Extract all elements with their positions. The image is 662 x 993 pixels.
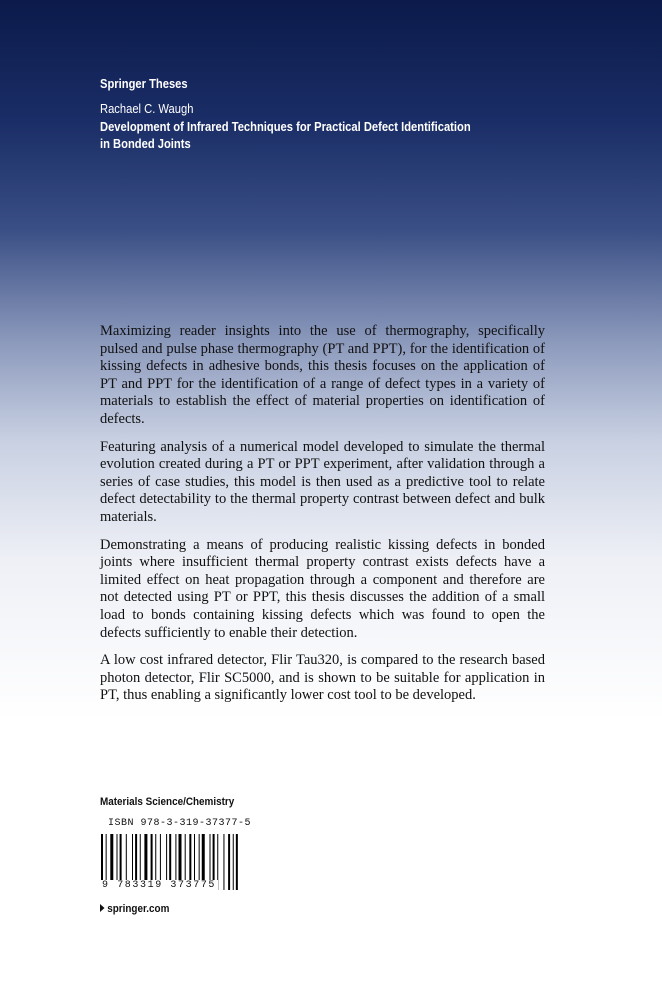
arrow-icon — [100, 904, 105, 912]
blurb-paragraph: Maximizing reader insights into the use of thermography, specifically pulsed and pulse phase thermography (PT and PPT), for the identification of kissing defects in adhesive bonds, this thesis focuses on the application of PT and PPT for the identification of a range of defect types in a variety of materials to establish the effect of material properties on identification of defects. — [100, 323, 545, 427]
subject-category: Materials Science/Chemistry — [100, 796, 235, 808]
publisher-website-label: springer.com — [107, 903, 170, 915]
book-title — [100, 118, 513, 152]
barcode-digits: 9 783319 373775 — [102, 880, 217, 891]
book-title-line-1: Development of Infrared Techniques for Practical Defect Identification — [100, 119, 471, 134]
book-title-line-2: in Bonded Joints — [100, 136, 191, 151]
series-name: Springer Theses — [100, 76, 188, 91]
blurb-paragraph: Featuring analysis of a numerical model developed to simulate the thermal evolution created during a PT or PPT experiment, after validation through a series of case studies, this model is then used as a predictive tool to relate defect detectability to the thermal property contrast between defect and bulk materials. — [100, 438, 545, 525]
publisher-website — [100, 903, 169, 915]
blurb-paragraph: Demonstrating a means of producing realistic kissing defects in bonded joints where insufficient thermal property contrast exists defects have a limited effect on heat propagation through a component and therefore are not detected using PT or PPT, this thesis discusses the addition of a small load to bonds containing kissing defects which was found to open the defects sufficiently to enable their detection. — [100, 536, 545, 641]
blurb-paragraph: A low cost infrared detector, Flir Tau320, is compared to the research based photon detector, Flir SC5000, and is shown to be suitable for application in PT, thus enabling a significantly lower cost tool to be developed. — [100, 652, 545, 704]
blurb — [100, 323, 545, 715]
author-name: Rachael C. Waugh — [100, 101, 194, 116]
isbn-text: ISBN 978-3-319-37377-5 — [108, 818, 252, 829]
